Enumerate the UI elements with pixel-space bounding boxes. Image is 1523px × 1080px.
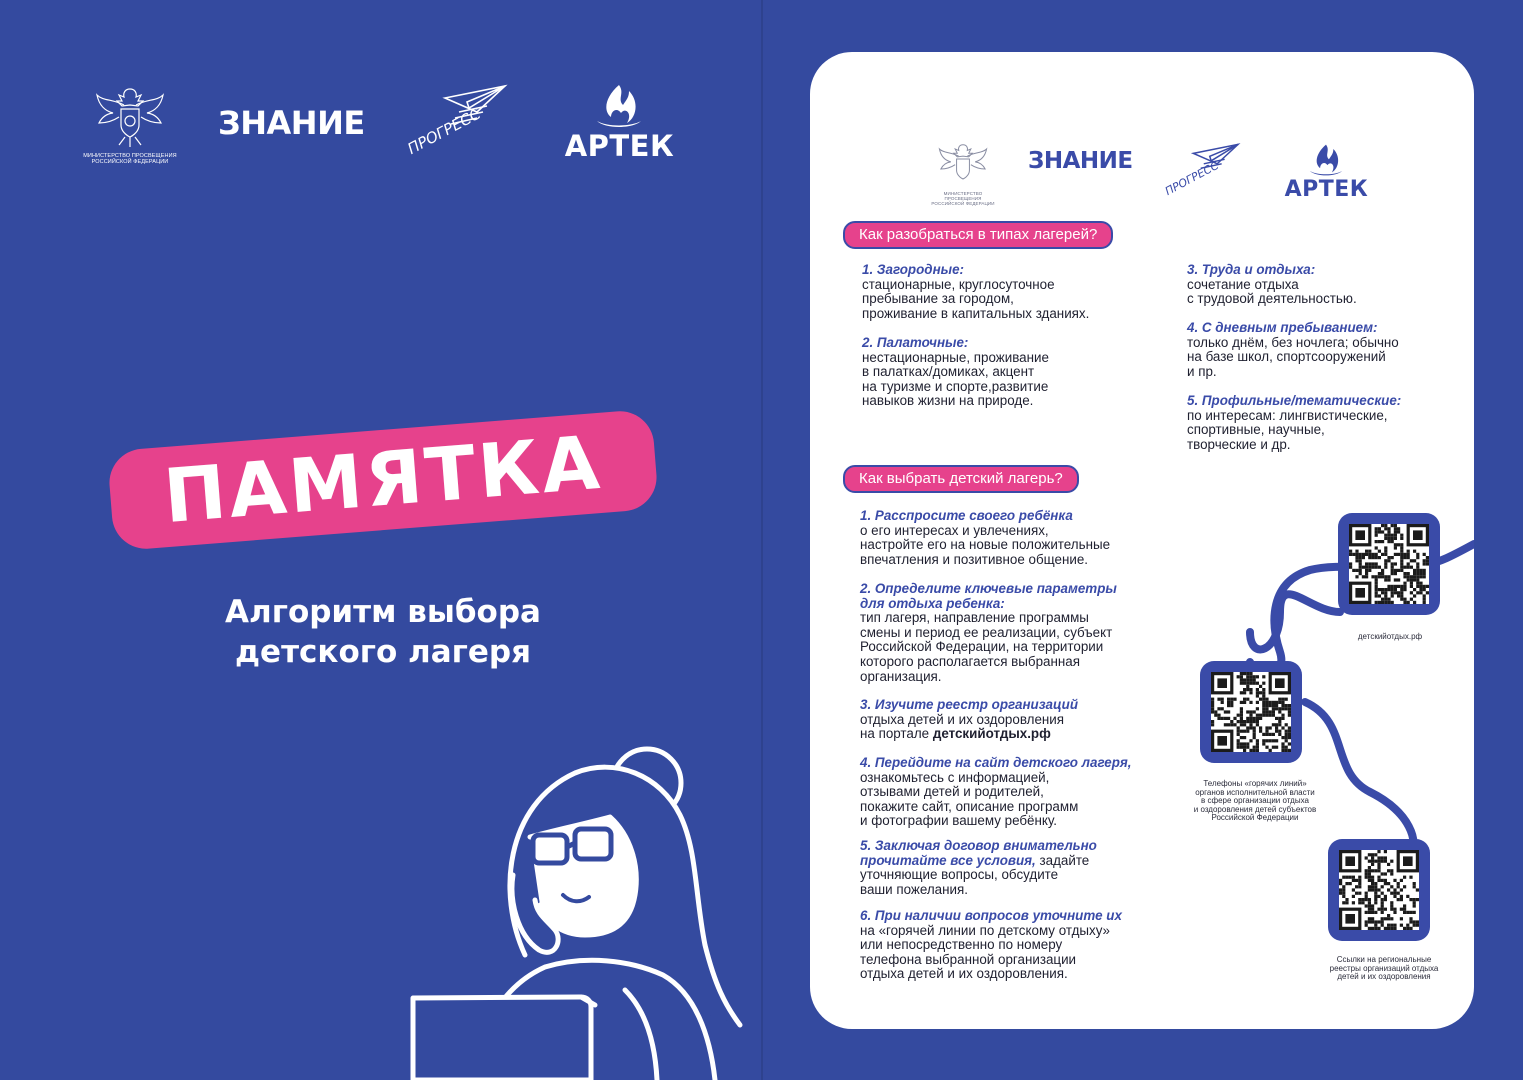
card-znanie-logo: ЗНАНИЕ [1028, 148, 1133, 174]
card-progress-wordmark: ПРОГРЕСС [1162, 158, 1221, 198]
step-text: ознакомьтесь с информацией, отзывами детей и родителей, покажите сайт, описание программ и фотографии вашему ребёнку. [860, 769, 1079, 829]
card-progress-logo [1162, 138, 1247, 206]
step-item [860, 909, 1122, 982]
step-text: отдыха детей и их оздоровления на портале [860, 711, 1065, 742]
step-title-continued: прочитайте все условия, [860, 852, 1036, 868]
qr-caption-hotlines: Телефоны «горячих линий» органов исполнительной власти в сфере организации отдыха и оздоровления детей субъектов Российской Федерации [1193, 779, 1317, 823]
camp-type-item [862, 263, 1089, 321]
card-ministry-caption: МИНИСТЕРСТВО ПРОСВЕЩЕНИЯ РОССИЙСКОЙ ФЕДЕРАЦИИ [931, 190, 995, 206]
info-card [810, 52, 1474, 1029]
camp-type-title: 1. Загородные: [862, 262, 964, 277]
step-title: 6. При наличии вопросов уточните их [860, 908, 1122, 923]
logo-row [80, 78, 674, 168]
step-text-inline: задайте [1035, 852, 1090, 868]
step-text: тип лагеря, направление программы смены и период ее реализации, субъект Российской Федерации, на территории которого располагается выбранная организация. [860, 610, 1113, 684]
ministry-caption: МИНИСТЕРСТВО ПРОСВЕЩЕНИЯ РОССИЙСКОЙ ФЕДЕРАЦИИ [83, 152, 177, 165]
camp-type-item [862, 336, 1049, 409]
camp-type-title: 5. Профильные/тематические: [1187, 393, 1402, 408]
subtitle [140, 592, 626, 672]
card-flame-icon [1304, 143, 1348, 177]
step-title: 2. Определите ключевые параметры для отдыха ребенка: [860, 581, 1117, 611]
title-badge [107, 409, 659, 552]
camp-type-title: 3. Труда и отдыха: [1187, 262, 1316, 277]
camp-type-title: 4. С дневным пребыванием: [1187, 320, 1378, 335]
qr-code-hotlines[interactable] [1200, 661, 1302, 763]
card-logo-row [928, 138, 1368, 206]
step-title: 1. Расспросите своего ребёнка [860, 508, 1073, 523]
step-text: о его интересах и увлечениях, настройте его на новые положительные впечатления и позитивное общение. [860, 522, 1111, 567]
step-item [860, 698, 1078, 742]
page-title: ПАМЯТКА [160, 419, 606, 541]
znanie-logo: ЗНАНИЕ [218, 104, 365, 142]
qr-code-portal[interactable] [1338, 513, 1440, 615]
card-artek-wordmark: АРТЕК [1284, 176, 1369, 202]
camp-type-text: нестационарные, проживание в палатках/домиках, акцент на туризме и спорте,развитие навыков жизни на природе. [862, 349, 1049, 409]
step-text-wrap [860, 713, 1078, 742]
camp-type-text: стационарные, круглосуточное пребывание за городом, проживание в капитальных зданиях. [862, 276, 1090, 321]
camp-type-title: 2. Палаточные: [862, 335, 969, 350]
card-artek-logo [1285, 143, 1369, 202]
camp-type-item [1187, 394, 1401, 452]
portal-link[interactable]: детскийотдых.рф [932, 726, 1051, 742]
step-item [860, 756, 1132, 829]
camp-type-text: только днём, без ночлега; обычно на базе школ, спортсооружений и пр. [1187, 334, 1399, 379]
section-heading-choose-camp: Как выбрать детский лагерь? [843, 465, 1079, 493]
artek-logo [565, 83, 675, 163]
card-eagle-emblem-icon [933, 139, 993, 189]
subtitle-line-2: детского лагеря [235, 634, 531, 670]
camp-type-text: по интересам: лингвистические, спортивные, научные, творческие и др. [1187, 407, 1388, 452]
girl-with-laptop-illustration [405, 735, 762, 1080]
qr-code-icon [1349, 524, 1429, 604]
step-text-line [860, 854, 1097, 869]
step-title: 4. Перейдите на сайт детского лагеря, [860, 755, 1132, 770]
step-text: на «горячей линии по детскому отдыху» или непосредственно по номеру телефона выбранной организации отдыха детей и их оздоровления. [860, 922, 1110, 982]
step-title: 5. Заключая договор внимательно [860, 838, 1097, 853]
camp-type-text: сочетание отдыха с трудовой деятельностью. [1187, 276, 1357, 307]
step-item [860, 839, 1097, 897]
step-item [860, 509, 1110, 567]
step-title: 3. Изучите реестр организаций [860, 697, 1078, 712]
flame-icon [589, 83, 649, 129]
step-text: уточняющие вопросы, обсудите ваши пожелания. [860, 867, 1059, 897]
artek-wordmark: АРТЕК [564, 129, 675, 163]
qr-code-icon [1211, 672, 1291, 752]
progress-logo [404, 78, 517, 168]
camp-type-item [1187, 321, 1399, 379]
eagle-emblem-icon [89, 81, 171, 151]
step-item [860, 582, 1117, 684]
ministry-logo [80, 81, 180, 166]
card-ministry-logo [928, 139, 998, 206]
camp-type-item [1187, 263, 1357, 307]
qr-caption-portal: детскийотдых.рф [1357, 632, 1423, 641]
progress-wordmark: ПРОГРЕСС [404, 104, 484, 158]
subtitle-line-1: Алгоритм выбора [225, 594, 541, 630]
qr-code-icon [1339, 850, 1419, 930]
section-heading-camp-types: Как разобраться в типах лагерей? [843, 221, 1113, 249]
qr-caption-registries: Ссылки на региональные реестры организаций отдыха детей и их оздоровления [1329, 955, 1439, 982]
qr-code-registries[interactable] [1328, 839, 1430, 941]
